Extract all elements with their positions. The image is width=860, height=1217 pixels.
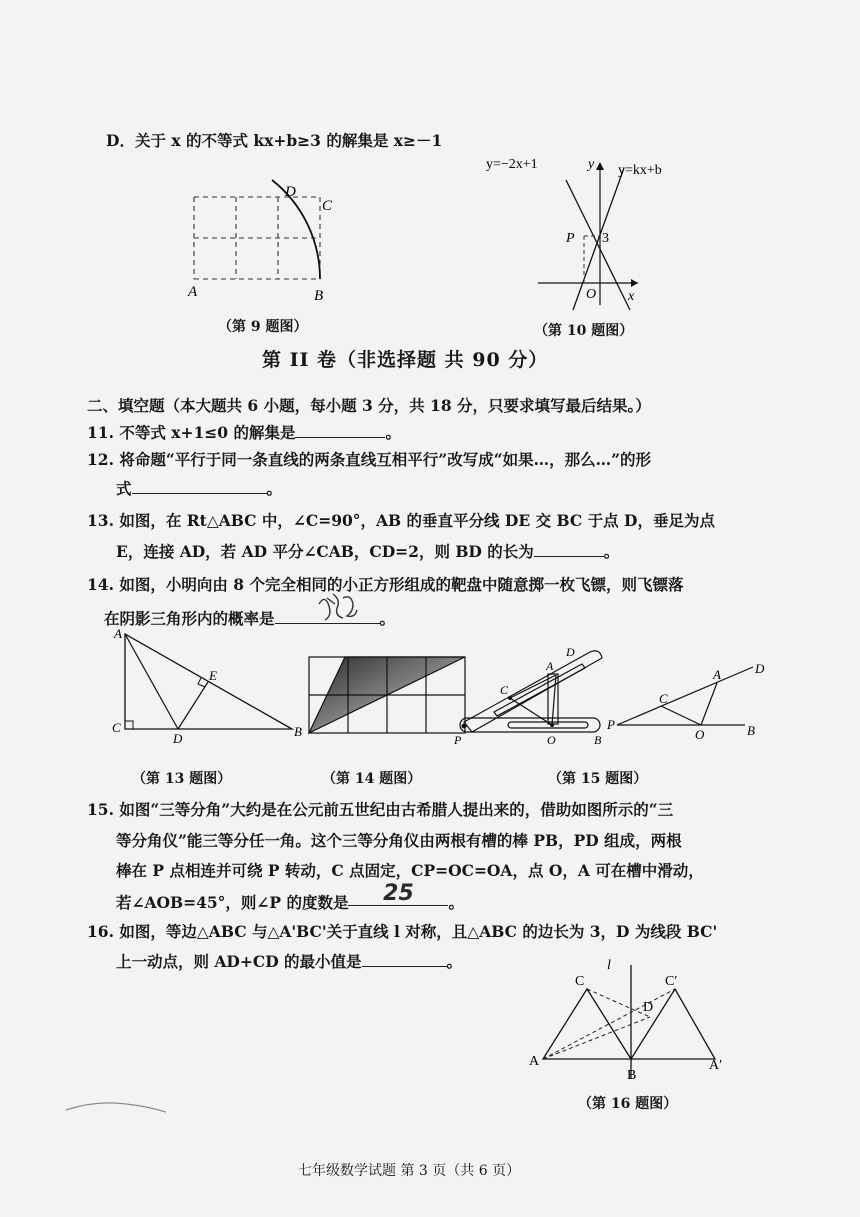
q14-answer-blank[interactable] (275, 608, 380, 625)
page-footer: 七年级数学试题 第 3 页（共 6 页） (298, 1163, 521, 1179)
fig14-caption: （第 14 题图） (322, 771, 422, 787)
fig9-label-c: C (322, 198, 333, 214)
fig15b-label-d: D (755, 661, 765, 676)
question-16 (87, 920, 717, 942)
section-title: 第 II 卷（非选择题 共 90 分） (262, 349, 549, 371)
question-15 (87, 798, 673, 820)
fig15b-label-b: B (747, 723, 755, 738)
fig15-label-d: D (566, 645, 575, 659)
q16-number: 16. (87, 922, 114, 941)
q11-answer-blank[interactable] (295, 422, 385, 439)
fig13-label-b: B (294, 724, 302, 739)
q13-end: 。 (603, 542, 620, 561)
fig9-caption: （第 9 题图） (218, 319, 308, 335)
q16-end: 。 (446, 952, 463, 971)
q15-line3: 棒在 P 点相连并可绕 P 转动，C 点固定，CP=OC=OA，点 O，A 可在槽中滑动， (116, 861, 704, 880)
fig15b-label-c: C (659, 691, 668, 706)
stray-pen-mark (62, 1092, 172, 1122)
fig10-caption: （第 10 题图） (534, 323, 634, 339)
q13-line1: 如图，在 Rt△ABC 中，∠C=90°，AB 的垂直平分线 DE 交 BC 于点 D，垂足为点 (119, 511, 715, 530)
option-d: D．关于 x 的不等式 kx+b≥3 的解集是 x≥－1 (106, 131, 443, 150)
fig10-y-label: y (588, 157, 595, 172)
q11-number: 11. (87, 423, 114, 442)
q13-number: 13. (87, 511, 114, 530)
fig15-label-o: O (547, 733, 556, 747)
fig15b-label-a: A (713, 667, 721, 682)
q14-line1: 如图，小明向由 8 个完全相同的小正方形组成的靶盘中随意掷一枚飞镖，则飞镖落 (119, 575, 684, 594)
question-12-line2 (116, 477, 282, 499)
q15-end: 。 (448, 893, 464, 912)
fig16-label-a2: A′ (709, 1058, 723, 1073)
q11-end: 。 (385, 423, 401, 442)
q13-answer-blank[interactable] (534, 541, 604, 558)
question-13-line2 (116, 540, 619, 562)
question-16-line2 (116, 950, 462, 972)
fig16-label-l: l (607, 958, 611, 973)
q16-line2: 上一动点，则 AD+CD 的最小值是 (116, 952, 362, 971)
fig13-label-a: A (114, 626, 122, 641)
q15-line4: 若∠AOB=45°，则∠P 的度数是 (116, 893, 349, 912)
q16-answer-blank[interactable] (362, 951, 447, 968)
figure-15-diagram (605, 655, 775, 745)
figure-14 (305, 653, 470, 738)
figure-16 (525, 955, 740, 1085)
figure-15-device (452, 640, 612, 750)
q15-handwritten-answer: 25 (383, 881, 414, 906)
fig10-x-label: x (628, 289, 635, 304)
q12-line1: 将命题“平行于同一条直线的两条直线互相平行”改写成“如果…，那么…”的形 (119, 450, 652, 469)
q12-line2: 式 (116, 479, 132, 498)
question-14 (87, 573, 683, 595)
q12-end: 。 (266, 479, 283, 498)
figure-9 (180, 172, 350, 312)
fig10-line2-label: y=kx+b (618, 163, 662, 178)
fig15b-label-o: O (695, 727, 705, 742)
fig16-caption: （第 16 题图） (578, 1096, 678, 1112)
q15-line2: 等分角仪”能三等分任一角。这个三等分角仪由两根有槽的棒 PB，PD 组成，两根 (116, 831, 682, 850)
q14-handwritten-scribble (315, 590, 365, 624)
q16-line1: 如图，等边△ABC 与△A'BC'关于直线 l 对称，且△ABC 的边长为 3，D 为线段 BC' (119, 922, 718, 941)
question-15-line4 (116, 881, 464, 913)
fig16-label-c: C (575, 974, 585, 989)
fig15-label-b: B (594, 733, 602, 747)
fig10-point-label: P (566, 231, 575, 246)
figure-10 (478, 150, 688, 315)
fig9-label-a: A (188, 284, 198, 300)
q14-end: 。 (379, 609, 396, 628)
q14-line2: 在阴影三角形内的概率是 (104, 609, 275, 628)
part2-heading: 二、填空题（本大题共 6 小题，每小题 3 分，共 18 分，只要求填写最后结果。） (87, 396, 651, 415)
fig10-origin-label: O (586, 287, 597, 302)
fig16-label-b: B (627, 1068, 637, 1083)
question-12 (87, 448, 651, 470)
q15-answer-blank[interactable] (348, 881, 448, 906)
q11-text: 不等式 x+1≤0 的解集是 (119, 423, 296, 442)
fig13-caption: （第 13 题图） (132, 771, 232, 787)
fig15-label-a: A (546, 659, 554, 673)
fig10-value-label: 3 (602, 231, 609, 246)
question-13 (87, 509, 715, 531)
fig16-label-c2: C′ (665, 974, 678, 989)
fig16-label-a: A (529, 1054, 540, 1069)
fig9-label-b: B (314, 288, 324, 304)
q12-answer-blank[interactable] (132, 478, 267, 495)
fig13-label-c: C (112, 720, 121, 735)
fig10-line1-label: y=−2x+1 (486, 157, 538, 172)
fig9-label-d: D (285, 184, 296, 200)
q15-line1: 如图“三等分角”大约是在公元前五世纪由古希腊人提出来的，借助如图所示的“三 (119, 800, 674, 819)
q15-number: 15. (87, 800, 114, 819)
fig15-label-p: P (454, 733, 462, 747)
q13-line2: E，连接 AD，若 AD 平分∠CAB，CD=2，则 BD 的长为 (116, 542, 534, 561)
fig16-label-d: D (643, 1000, 654, 1015)
fig13-label-d: D (173, 731, 183, 746)
question-11 (87, 421, 401, 443)
fig15b-label-p: P (607, 717, 615, 732)
fig13-label-e: E (209, 668, 217, 683)
fig15-label-c: C (500, 683, 509, 697)
figure-13 (110, 626, 310, 746)
fig15-caption: （第 15 题图） (548, 771, 648, 787)
q12-number: 12. (87, 450, 114, 469)
q14-number: 14. (87, 575, 114, 594)
